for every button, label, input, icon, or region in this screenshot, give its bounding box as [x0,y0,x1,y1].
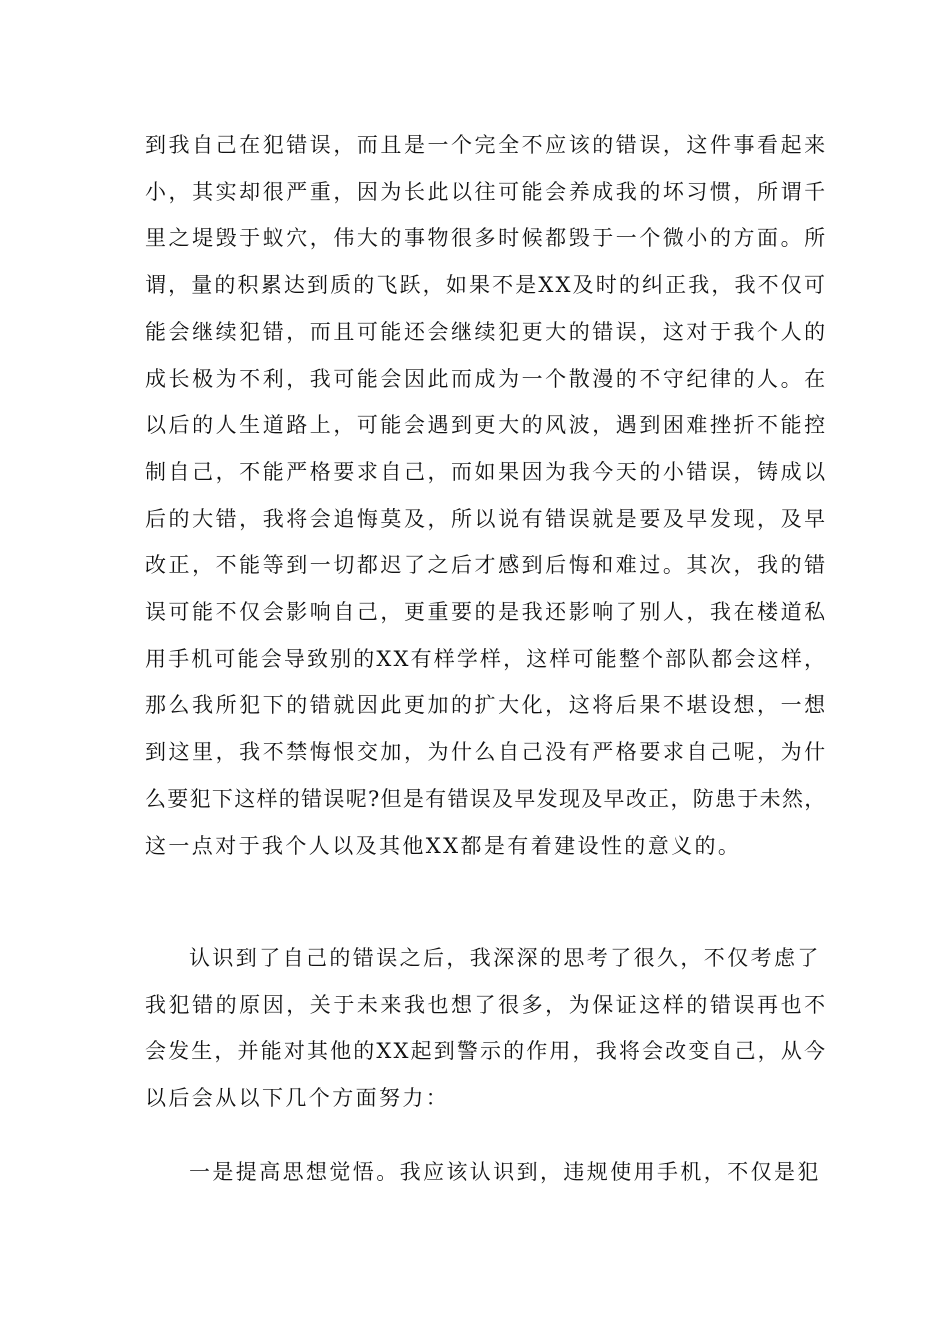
text-line: 会发生，并能对其他的XX起到警示的作用，我将会改变自己，从今 [145,1039,828,1064]
text-line: 误可能不仅会影响自己，更重要的是我还影响了别人，我在楼道私 [145,600,828,624]
text-line: 我犯错的原因，关于未来我也想了很多，为保证这样的错误再也不 [145,992,828,1017]
text-line: 以后的人生道路上，可能会遇到更大的风波，遇到困难挫折不能控 [145,413,828,438]
text-line: 那么我所犯下的错就因此更加的扩大化，这将后果不堪设想，一想 [145,693,828,718]
text-line: 到这里，我不禁悔恨交加，为什么自己没有严格要求自己呢，为什 [145,740,828,765]
text-line: 一是提高思想觉悟。我应该认识到，违规使用手机，不仅是犯 [189,1160,821,1184]
text-line: 小，其实却很严重，因为长此以往可能会养成我的坏习惯，所谓千 [145,179,828,204]
text-line: 么要犯下这样的错误呢?但是有错误及早发现及早改正，防患于未然， [145,786,827,811]
text-line: 认识到了自己的错误之后，我深深的思考了很久，不仅考虑了 [189,946,821,970]
text-line: 制自己，不能严格要求自己，而如果因为我今天的小错误，铸成以 [145,459,828,484]
text-line: 改正，不能等到一切都迟了之后才感到后悔和难过。其次，我的错 [145,553,828,578]
text-line: 后的大错，我将会追悔莫及，所以说有错误就是要及早发现，及早 [145,506,828,531]
text-line: 这一点对于我个人以及其他XX都是有着建设性的意义的。 [145,833,742,858]
text-line: 里之堤毁于蚁穴，伟大的事物很多时候都毁于一个微小的方面。所 [145,226,828,251]
text-line: 以后会从以下几个方面努力： [145,1086,450,1111]
text-line: 能会继续犯错，而且可能还会继续犯更大的错误，这对于我个人的 [145,319,828,344]
text-line: 用手机可能会导致别的XX有样学样，这样可能整个部队都会这样， [145,646,828,671]
text-line: 成长极为不利，我可能会因此而成为一个散漫的不守纪律的人。在 [145,366,828,391]
text-line: 谓，量的积累达到质的飞跃，如果不是XX及时的纠正我，我不仅可 [145,273,828,298]
text-line: 到我自己在犯错误，而且是一个完全不应该的错误，这件事看起来 [145,133,828,157]
